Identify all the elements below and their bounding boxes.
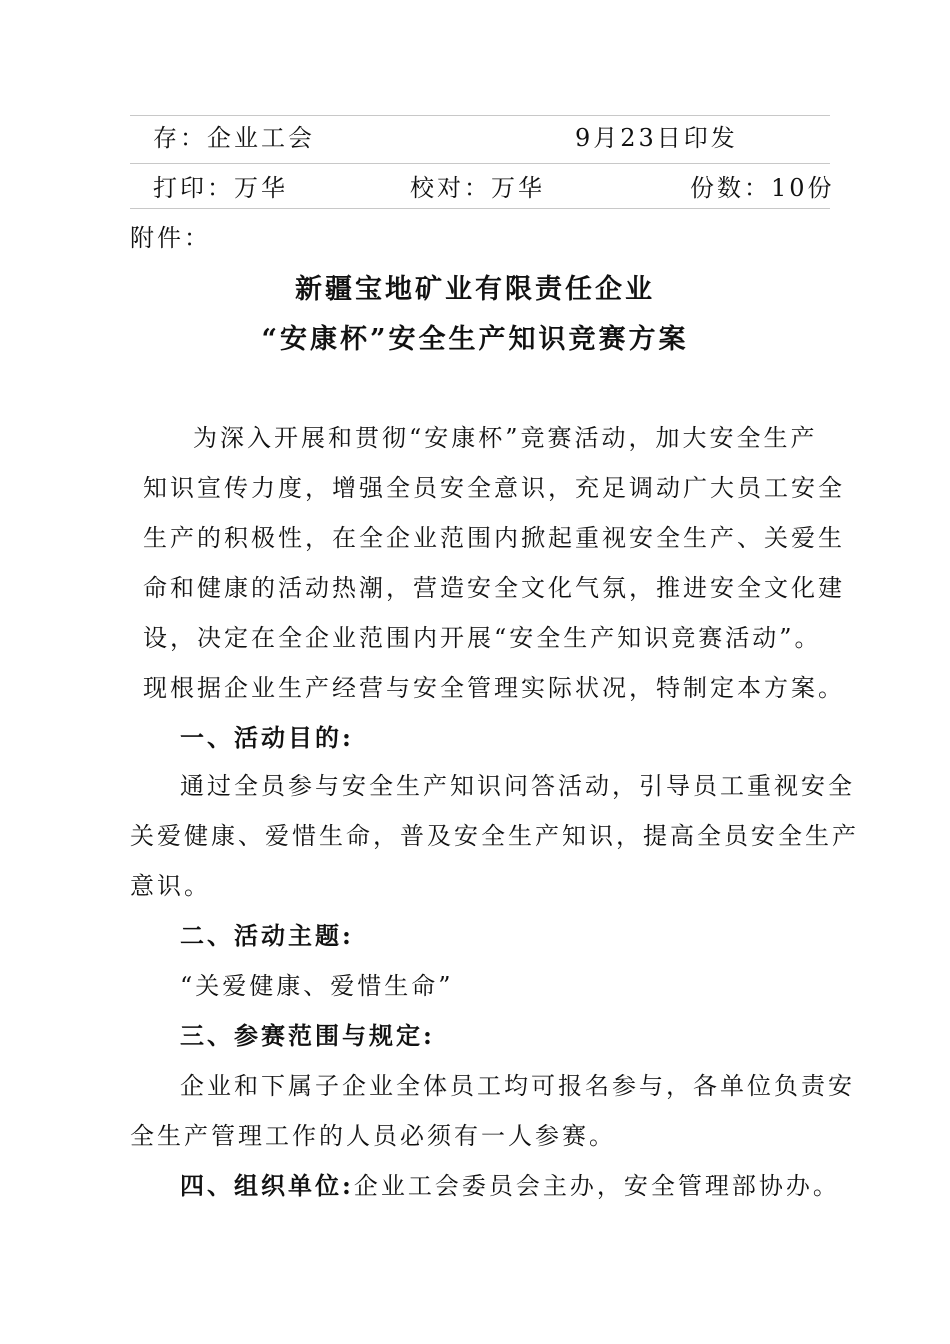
deposit-value: 企业工会 [207, 124, 315, 152]
intro-line: 现根据企业生产经营与安全管理实际状况，特制定本方案。 [143, 674, 845, 702]
org-text: 企业工会委员会主办，安全管理部协办。 [353, 1172, 840, 1200]
deposit-label: 存： [153, 124, 207, 152]
intro-line: 生产的积极性，在全企业范围内掀起重视安全生产、关爱生 [143, 524, 845, 552]
intro-line: 为深入开展和贯彻“安康杯”竞赛活动，加大安全生产 [193, 424, 818, 452]
print-label: 打印： [153, 174, 234, 202]
intro-line: 命和健康的活动热潮，营造安全文化气氛，推进安全文化建 [143, 574, 845, 602]
issue-date: 9月23日印发 [575, 124, 738, 152]
copies-label: 份数： [690, 174, 771, 202]
intro-line: 知识宣传力度，增强全员安全意识，充足调动广大员工安全 [143, 474, 845, 502]
scope-line: 企业和下属子企业全体员工均可报名参与，各单位负责安 [180, 1072, 855, 1100]
copies-line [690, 172, 835, 204]
purpose-line: 意识。 [130, 872, 211, 900]
title-line-2: “安康杯”安全生产知识竞赛方案 [261, 324, 689, 355]
attachment-label: 附件： [130, 224, 211, 252]
scope-line: 全生产管理工作的人员必须有一人参赛。 [130, 1122, 616, 1150]
purpose-heading: 一、活动目的: [180, 723, 354, 752]
proof-label: 校对： [410, 174, 491, 202]
print-line [153, 172, 288, 204]
proof-line [410, 172, 545, 204]
scope-heading: 三、参赛范围与规定: [180, 1021, 435, 1050]
top-rule [130, 115, 830, 116]
copies-value: 10份 [771, 174, 835, 202]
proof-value: 万华 [491, 174, 545, 202]
org-heading: 四、组织单位: [180, 1171, 354, 1200]
middle-rule [130, 163, 830, 164]
theme-heading: 二、活动主题: [180, 921, 354, 950]
intro-line: 设，决定在全企业范围内开展“安全生产知识竞赛活动”。 [143, 624, 822, 652]
bottom-rule [130, 208, 830, 209]
purpose-line: 通过全员参与安全生产知识问答活动，引导员工重视安全 [180, 772, 855, 800]
deposit-line [153, 122, 315, 154]
org-line [180, 1170, 840, 1202]
print-value: 万华 [234, 174, 288, 202]
purpose-line: 关爱健康、爱惜生命，普及安全生产知识，提高全员安全生产 [130, 822, 859, 850]
title-line-1: 新疆宝地矿业有限责任企业 [295, 274, 655, 305]
theme-text: “关爱健康、爱惜生命” [180, 972, 454, 1000]
